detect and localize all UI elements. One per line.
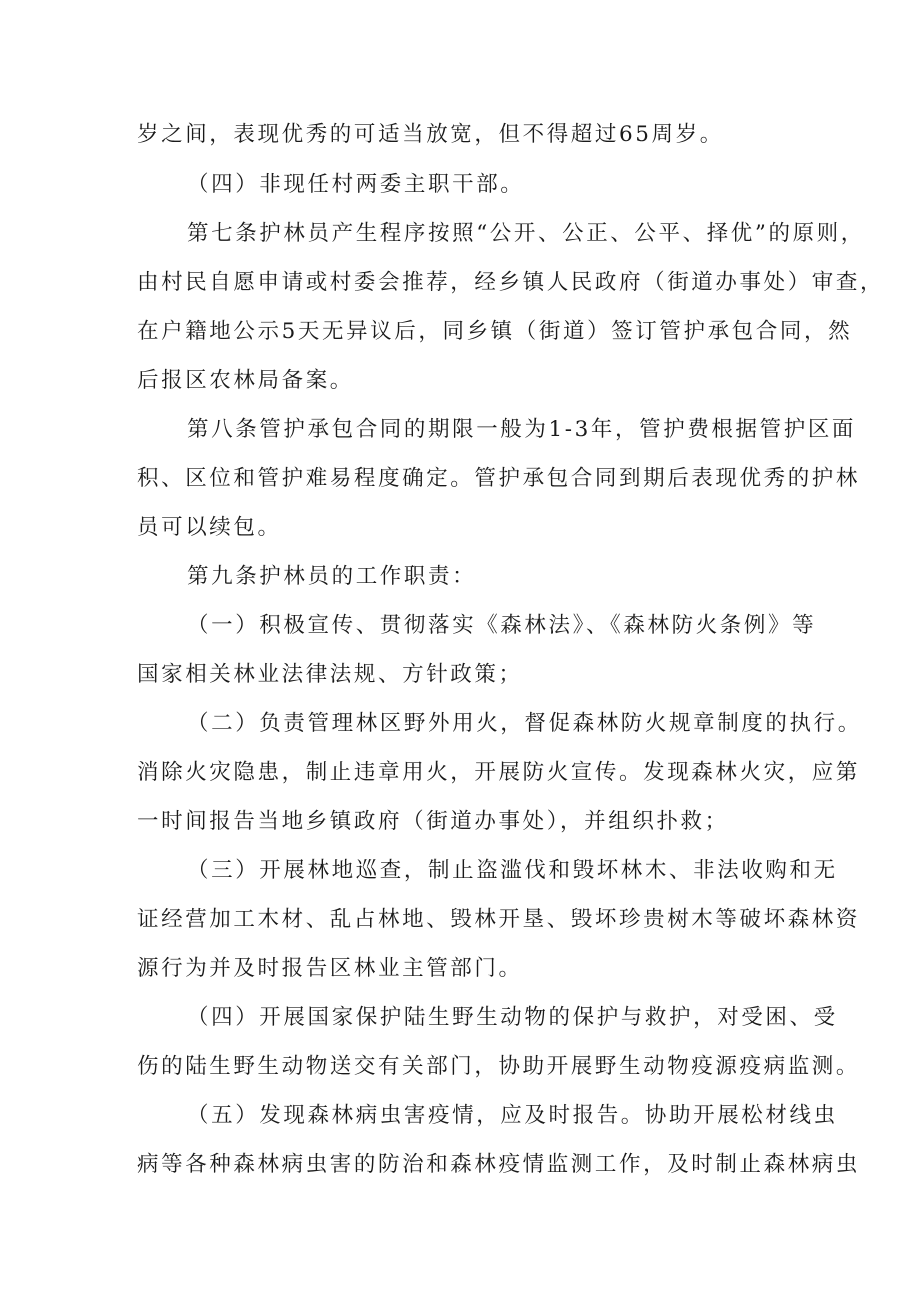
paragraph-line: （四）开展国家保护陆生野生动物的保护与救护，对受困、受 [187, 1005, 838, 1030]
paragraph-line: 病等各种森林病虫害的防治和森林疫情监测工作，及时制止森林病虫 [137, 1152, 861, 1177]
paragraph-line: （四）非现任村两委主职干部。 [187, 172, 525, 197]
paragraph-line: 员可以续包。 [137, 515, 282, 540]
paragraph-line: 源行为并及时报告区林业主管部门。 [137, 956, 523, 981]
paragraph-line: 第八条管护承包合同的期限一般为1-3年，管护费根据管护区面 [187, 417, 857, 442]
paragraph-line: 证经营加工木材、乱占林地、毁林开垦、毁坏珍贵树木等破坏森林资 [137, 907, 861, 932]
paragraph-line: （一）积极宣传、贯彻落实《森林法》、《森林防火条例》等 [187, 613, 817, 638]
paragraph-line: 一时间报告当地乡镇政府（街道办事处），并组织扑救； [137, 809, 729, 834]
paragraph-line: 第七条护林员产生程序按照“公开、公正、公平、择优”的原则， [187, 221, 865, 246]
paragraph-line: 由村民自愿申请或村委会推荐，经乡镇人民政府（街道办事处）审查， [137, 270, 885, 295]
paragraph-line: 伤的陆生野生动物送交有关部门，协助开展野生动物疫源疫病监测。 [137, 1054, 861, 1079]
paragraph-line: 在户籍地公示5天无异议后，同乡镇（街道）签订管护承包合同，然 [137, 319, 853, 344]
paragraph-line: 消除火灾隐患，制止违章用火，开展防火宣传。发现森林火灾，应第 [137, 760, 861, 785]
paragraph-line: （二）负责管理林区野外用火，督促森林防火规章制度的执行。 [187, 711, 862, 736]
paragraph-line: 第九条护林员的工作职责： [187, 564, 477, 589]
paragraph-line: 岁之间，表现优秀的可适当放宽，但不得超过65周岁。 [137, 122, 724, 147]
paragraph-line: （三）开展林地巡查，制止盗滥伐和毁坏林木、非法收购和无 [187, 858, 838, 883]
paragraph-line: 后报区农林局备案。 [137, 368, 354, 393]
paragraph-line: （五）发现森林病虫害疫情，应及时报告。协助开展松材线虫 [187, 1103, 838, 1128]
paragraph-line: 积、区位和管护难易程度确定。管护承包合同到期后表现优秀的护林 [137, 466, 861, 491]
paragraph-line: 国家相关林业法律法规、方针政策； [137, 662, 523, 687]
